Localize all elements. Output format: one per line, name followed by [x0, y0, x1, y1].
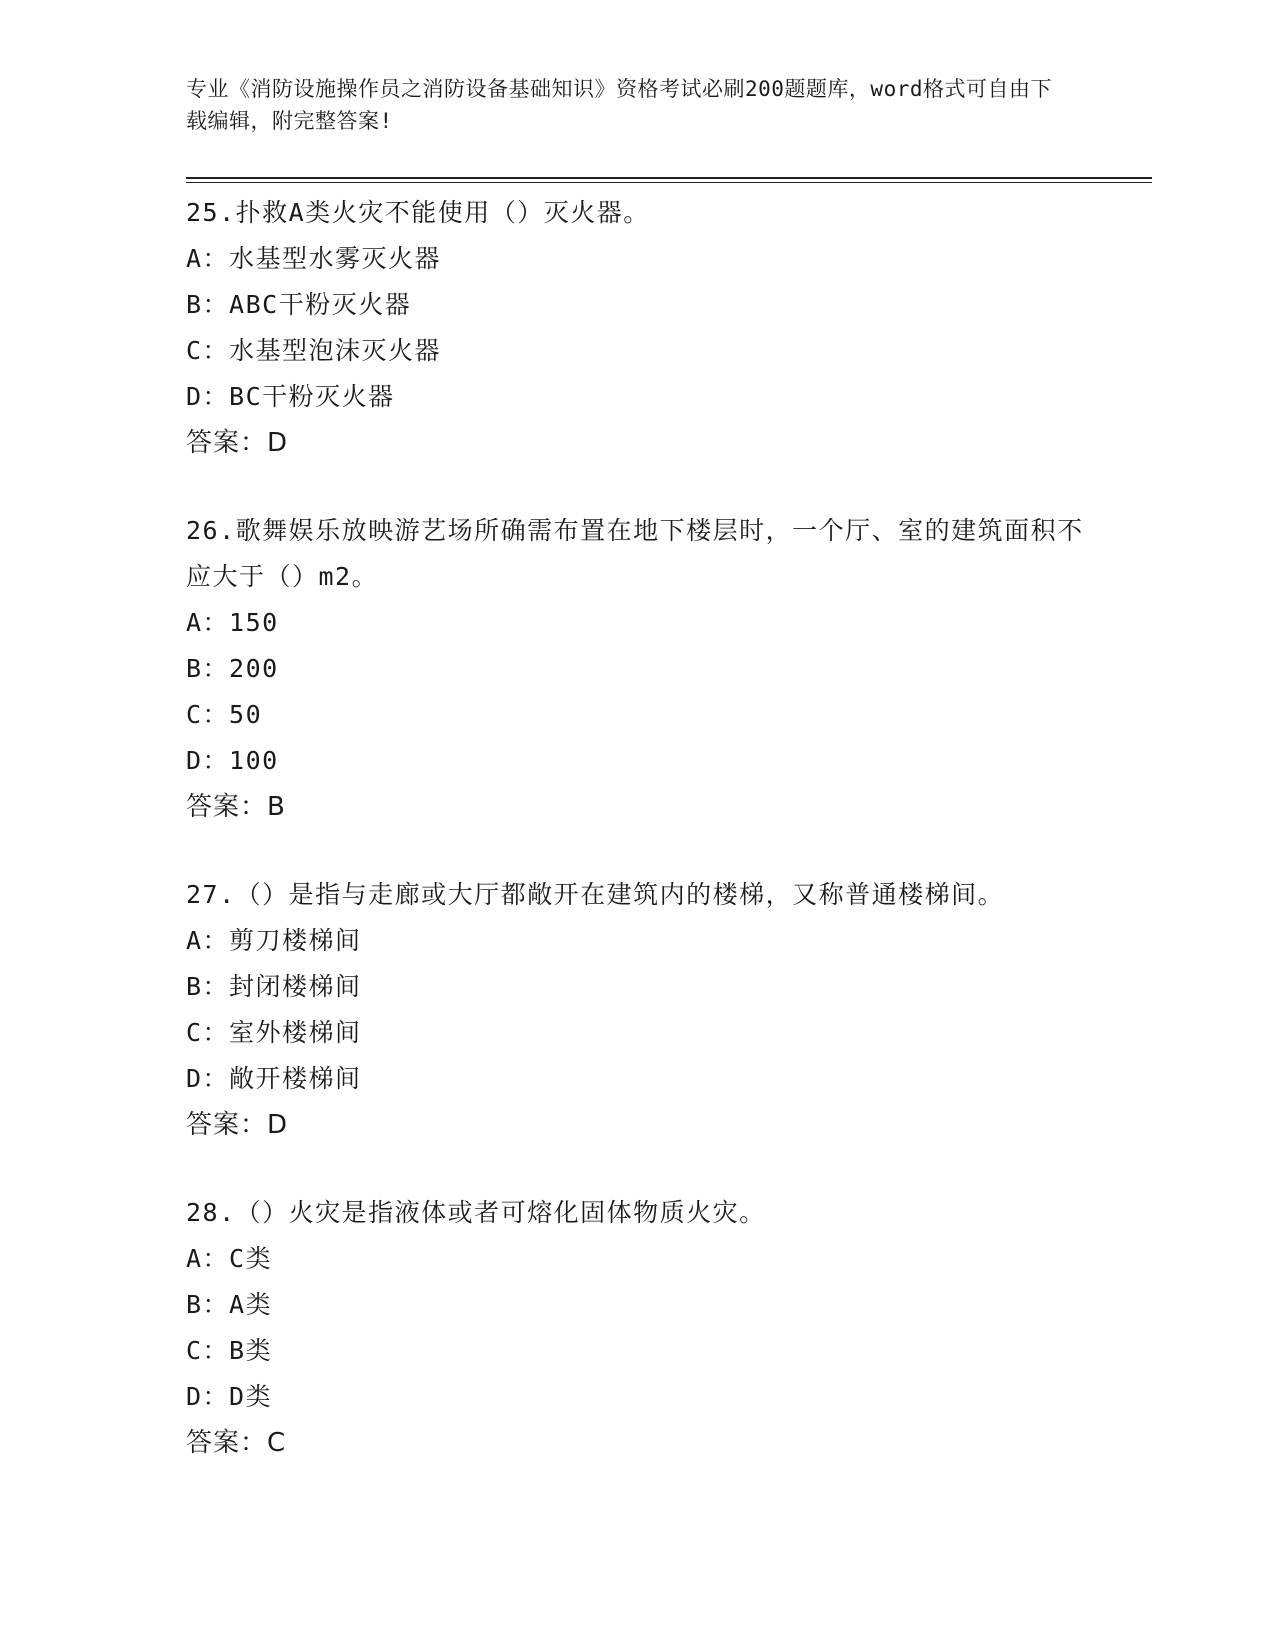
- option-b: B：封闭楼梯间: [186, 972, 362, 1001]
- option-c: C：50: [186, 700, 263, 729]
- question-stem: 26.歌舞娱乐放映游艺场所确需布置在地下楼层时，一个厅、室的建筑面积不应大于（）m2。: [186, 516, 1084, 591]
- option-a: A：C类: [186, 1244, 273, 1273]
- question-list: [186, 190, 1086, 1508]
- option-b: B：A类: [186, 1290, 273, 1319]
- answer-line: 答案：B: [186, 792, 286, 822]
- option-d: D：BC干粉灭火器: [186, 382, 395, 411]
- option-b: B：ABC干粉灭火器: [186, 290, 412, 319]
- question-stem: 28.（）火灾是指液体或者可熔化固体物质火灾。: [186, 1198, 766, 1227]
- answer-line: 答案：C: [186, 1428, 287, 1458]
- document-header: 专业《消防设施操作员之消防设备基础知识》资格考试必刷200题题库，word格式可自由下载编辑，附完整答案!: [186, 77, 1052, 133]
- option-d: D：敞开楼梯间: [186, 1064, 362, 1093]
- option-c: C：水基型泡沫灭火器: [186, 336, 442, 365]
- question-stem: 27.（）是指与走廊或大厅都敞开在建筑内的楼梯，又称普通楼梯间。: [186, 880, 1005, 909]
- option-d: D：D类: [186, 1382, 273, 1411]
- question-26: [186, 508, 1086, 830]
- question-28: [186, 1190, 1086, 1466]
- option-d: D：100: [186, 746, 279, 775]
- header-divider: [186, 177, 1152, 179]
- option-b: B：200: [186, 654, 279, 683]
- answer-line: 答案：D: [186, 428, 289, 458]
- option-c: C：室外楼梯间: [186, 1018, 362, 1047]
- header-divider-thin: [186, 182, 1152, 183]
- option-c: C：B类: [186, 1336, 273, 1365]
- option-a: A：150: [186, 608, 279, 637]
- question-stem: 25.扑救A类火灾不能使用（）灭火器。: [186, 198, 650, 227]
- question-27: [186, 872, 1086, 1148]
- option-a: A：水基型水雾灭火器: [186, 244, 442, 273]
- option-a: A：剪刀楼梯间: [186, 926, 362, 955]
- question-25: [186, 190, 1086, 466]
- answer-line: 答案：D: [186, 1110, 289, 1140]
